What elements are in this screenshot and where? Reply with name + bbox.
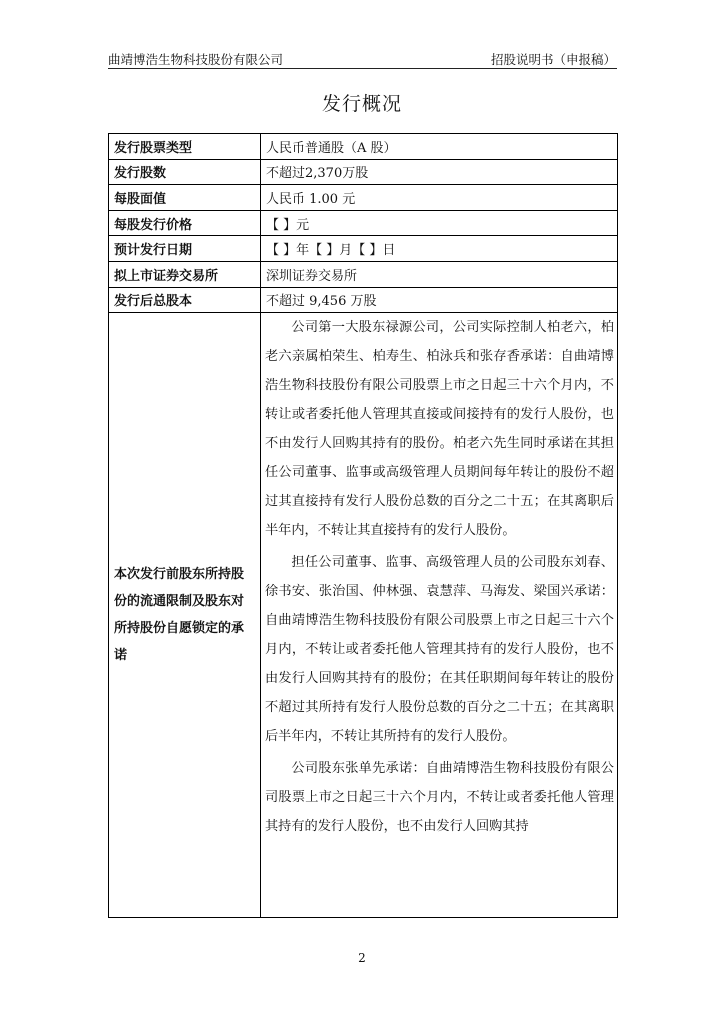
commitment-label: 本次发行前股东所持股份的流通限制及股东对所持股份自愿锁定的承诺 xyxy=(109,313,261,918)
row-value: 【 】元 xyxy=(261,210,618,236)
offering-table xyxy=(108,133,618,918)
commitment-text xyxy=(261,313,618,918)
row-value: 不超过 9,456 万股 xyxy=(261,287,618,313)
row-label: 每股面值 xyxy=(109,185,261,211)
row-label: 发行股票类型 xyxy=(109,134,261,160)
commitment-paragraph: 担任公司董事、监事、高级管理人员的公司股东刘春、徐书安、张治国、仲林强、袁慧萍、马海发、梁国兴承诺：自曲靖博浩生物科技股份有限公司股票上市之日起三十六个月内，不转让或者委托他人管理其持有的发行人股份，也不由发行人回购其持有的股份；在其任职期间每年转让的股份不超过其所持有发行人股份总数的百分之二十五；在其离职后半年内，不转让其所持有的发行人股份。 xyxy=(265,555,614,745)
row-value: 深圳证券交易所 xyxy=(261,261,618,287)
row-value: 【 】年【 】月【 】日 xyxy=(261,236,618,262)
row-label: 预计发行日期 xyxy=(109,236,261,262)
commitment-row xyxy=(109,313,618,918)
row-value: 人民币 1.00 元 xyxy=(261,185,618,211)
table-row xyxy=(109,210,618,236)
table-row xyxy=(109,185,618,211)
row-label: 每股发行价格 xyxy=(109,210,261,236)
page-title: 发行概况 xyxy=(321,93,402,115)
table-row xyxy=(109,134,618,160)
row-label: 拟上市证券交易所 xyxy=(109,261,261,287)
row-value: 不超过2,370万股 xyxy=(261,159,618,185)
commitment-paragraph: 公司第一大股东禄源公司，公司实际控制人柏老六，柏老六亲属柏荣生、柏寿生、柏泳兵和张存香承诺：自曲靖博浩生物科技股份有限公司股票上市之日起三十六个月内，不转让或者委托他人管理其直接或间接持有的发行人股份，也不由发行人回购其持有的股份。柏老六先生同时承诺在其担任公司董事、监事或高级管理人员期间每年转让的股份不超过其直接持有发行人股份总数的百分之二十五；在其离职后半年内，不转让其直接持有的发行人股份。 xyxy=(265,320,614,539)
page-number: 2 xyxy=(358,951,366,965)
row-label: 发行股数 xyxy=(109,159,261,185)
header-company: 曲靖博浩生物科技股份有限公司 xyxy=(108,52,284,67)
table-row xyxy=(109,287,618,313)
commitment-body xyxy=(265,313,614,917)
header-doc-type: 招股说明书（申报稿） xyxy=(490,52,616,67)
row-label: 发行后总股本 xyxy=(109,287,261,313)
header-rule xyxy=(108,68,617,69)
table-row xyxy=(109,159,618,185)
table-row xyxy=(109,236,618,262)
table-row xyxy=(109,261,618,287)
row-value: 人民币普通股（A 股） xyxy=(261,134,618,160)
commitment-paragraph: 公司股东张单先承诺：自曲靖博浩生物科技股份有限公司股票上市之日起三十六个月内，不转让或者委托他人管理其持有的发行人股份，也不由发行人回购其持 xyxy=(265,761,614,835)
